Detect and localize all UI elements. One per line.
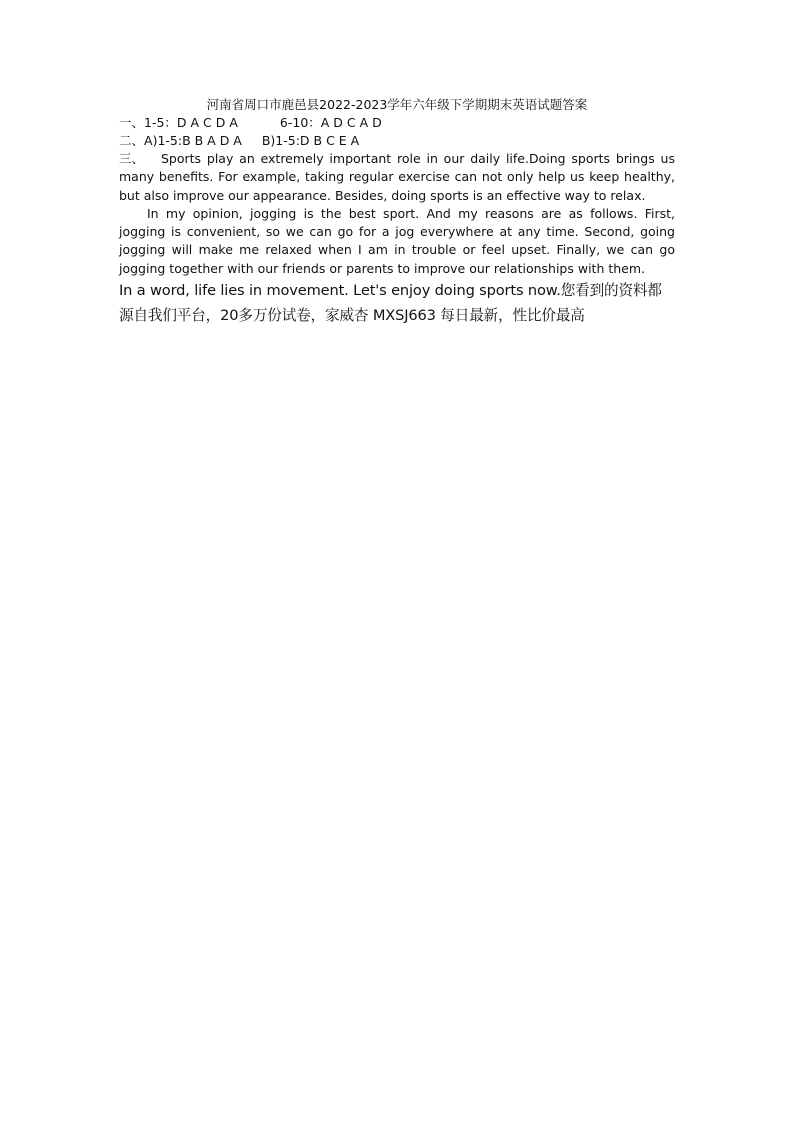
document-content xyxy=(119,96,675,328)
section-1-label: 一、 xyxy=(119,115,145,130)
section-3-label: 三、 xyxy=(119,151,145,166)
section-2-part-b: B)1-5:D B C E A xyxy=(261,133,360,148)
section-3-paragraph-1 xyxy=(119,150,675,205)
section-2-part-a: A)1-5:B B A D A xyxy=(144,133,242,148)
section-2-answers xyxy=(119,132,675,150)
section-1-part-a: 1-5：D A C D A xyxy=(144,115,238,130)
section-3-paragraph-1-text: Sports play an extremely important role in our daily life.Doing sports brings us many benefits. For example, taking regular exercise can not only help us keep healthy, but also improve our appearance. Besides, doing sports is an effective way to relax. xyxy=(119,151,675,203)
section-3-paragraph-2: In my opinion, jogging is the best sport. And my reasons are as follows. First, jogging is convenient, so we can go for a jog everywhere at any time. Second, going jogging will make me relaxed when I am in trouble or feel upset. Finally, we can go jogging together with our friends or parents to improve our relationships with them. xyxy=(119,205,675,276)
section-1-answers xyxy=(119,114,675,132)
closing-line-1: In a word, life lies in movement. Let's enjoy doing sports now.您看到的资料都 xyxy=(119,282,662,300)
closing-line-2: 源自我们平台，20多万份试卷，家威杏 MXSJ663 每日最新，性比价最高 xyxy=(119,307,585,325)
section-2-label: 二、 xyxy=(119,133,145,148)
section-1-part-b: 6-10：A D C A D xyxy=(279,115,382,130)
document-title: 河南省周口市鹿邑县2022-2023学年六年级下学期期末英语试题答案 xyxy=(206,97,588,112)
